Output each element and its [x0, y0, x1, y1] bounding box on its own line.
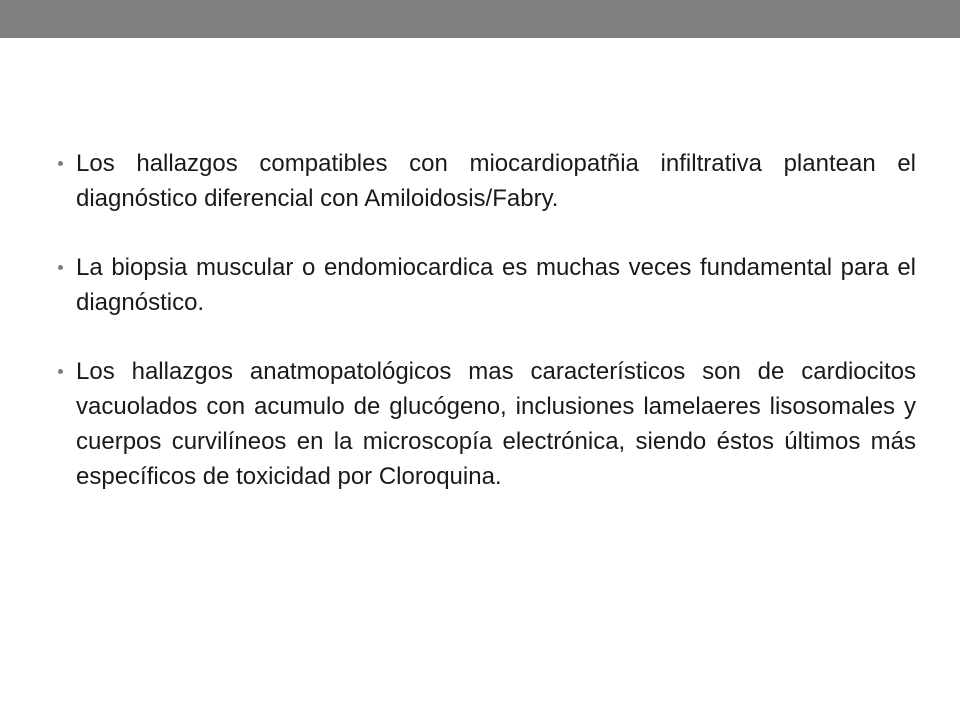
bullet-item — [56, 146, 916, 216]
bullet-list — [56, 146, 916, 528]
bullet-text: Los hallazgos anatmopatológicos mas característicos son de cardiocitos vacuolados con acumulo de glucógeno, inclusiones lamelaeres lisosomales y cuerpos curvilíneos en la microscopía electrónica, siendo éstos últimos más específicos de toxicidad por Cloroquina. — [76, 358, 916, 490]
bullet-text: La biopsia muscular o endomiocardica es muchas veces fundamental para el diagnóstico. — [76, 254, 916, 316]
bullet-icon — [58, 369, 63, 374]
bullet-text: Los hallazgos compatibles con miocardiopatñia infiltrativa plantean el diagnóstico diferencial con Amiloidosis/Fabry. — [76, 150, 916, 212]
bullet-item — [56, 354, 916, 494]
bullet-icon — [58, 265, 63, 270]
header-bar — [0, 0, 960, 38]
bullet-icon — [58, 161, 63, 166]
bullet-item — [56, 250, 916, 320]
